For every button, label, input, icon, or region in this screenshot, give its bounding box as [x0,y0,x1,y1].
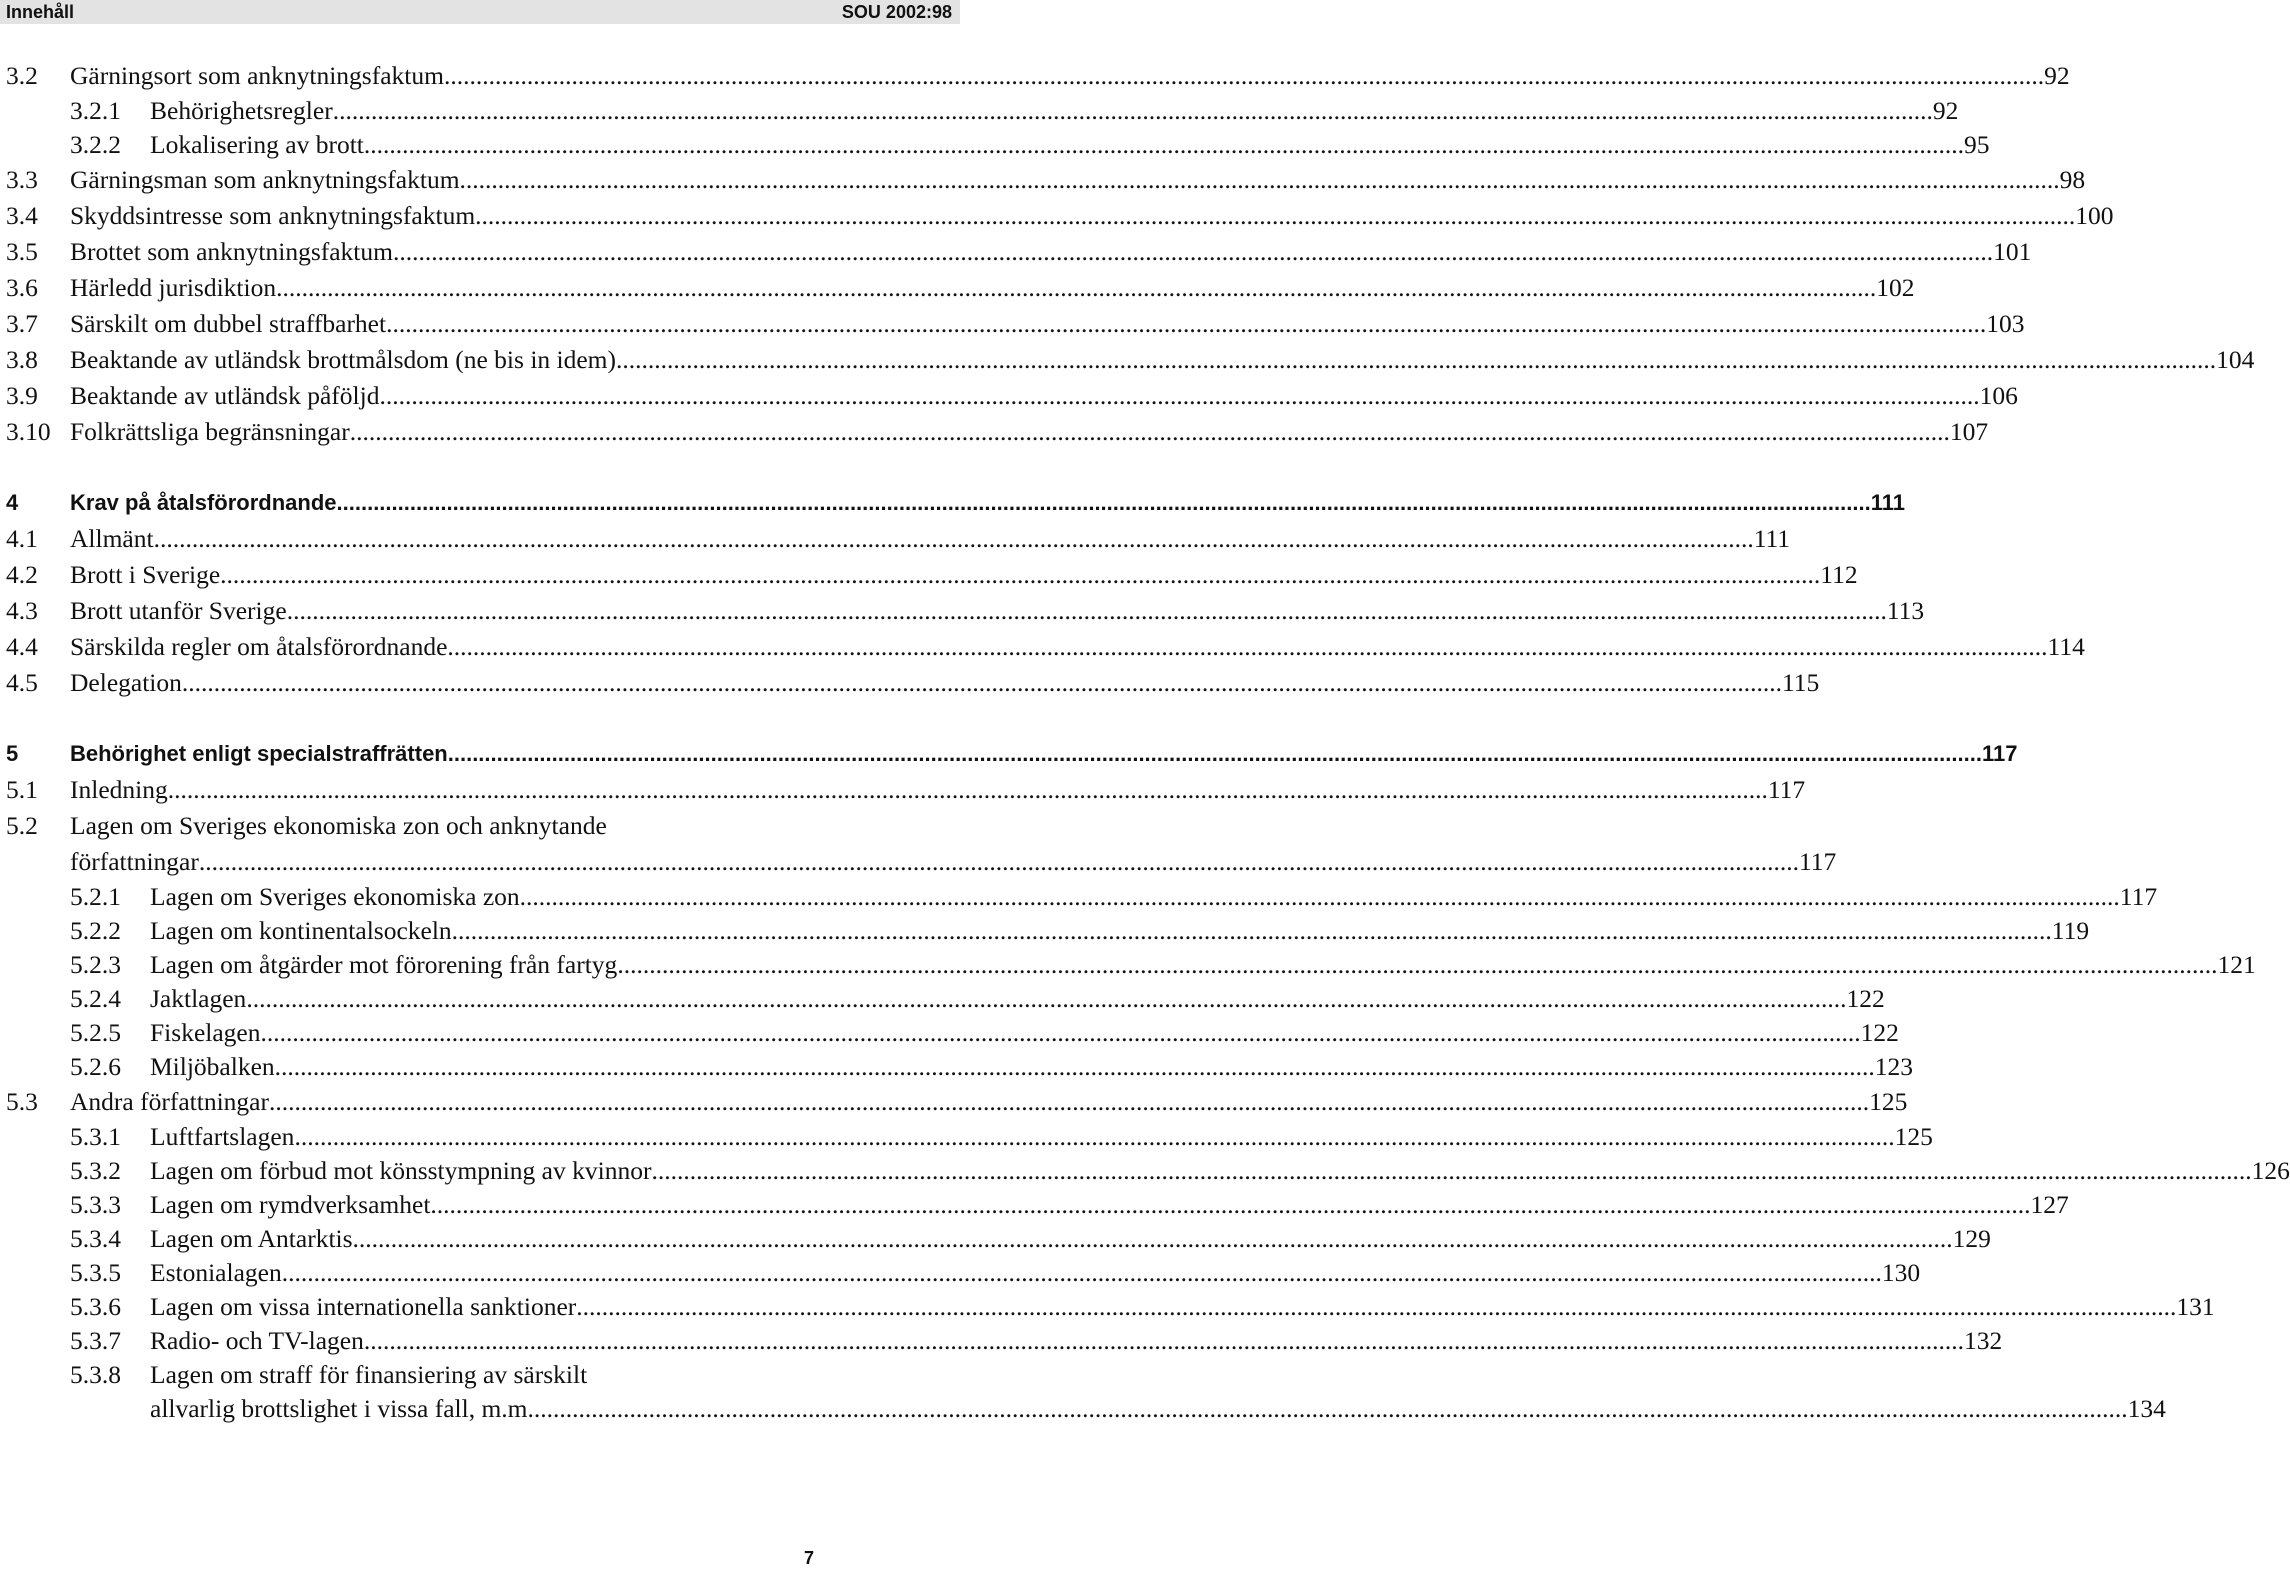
dot-leader: ........................................................................................................................................................................................................................................................... [392,237,1994,266]
toc-entry-page: 117 [1981,741,2018,766]
dot-leader: ........................................................................................................................................................................................................................................................... [246,984,1847,1013]
toc-entry-page: 103 [1986,309,2025,338]
toc-entry-page: 132 [1964,1326,2003,1355]
toc-entry-number: 3.5 [6,237,38,266]
toc-entry-title: Brott i Sverige [70,560,221,589]
toc-entry[interactable] [0,772,1806,808]
toc-entry-number: 4 [6,490,19,515]
toc-entry-page: 122 [1860,1018,1899,1047]
dot-leader: ........................................................................................................................................................................................................................................................... [451,916,2052,945]
toc-entry-number: 5.3.1 [70,1122,121,1151]
toc-entry[interactable] [0,880,2158,914]
dot-leader: ........................................................................................................................................................................................................................................................... [181,668,1782,697]
toc-entry-number: 3.6 [6,273,38,302]
toc-entry-title: allvarlig brottslighet i vissa fall, m.m [150,1394,528,1423]
running-header [0,0,960,24]
toc-entry-number: 5.2 [6,811,38,840]
toc-entry-page: 123 [1874,1052,1914,1081]
dot-leader: ........................................................................................................................................................................................................................................................... [447,741,1982,766]
toc-entry-number: 3.8 [6,345,38,374]
toc-entry-page: 100 [2075,201,2114,230]
toc-entry-number: 5.3.4 [70,1224,121,1253]
toc-entry-page: 102 [1876,273,1915,302]
toc-entry-number: 5 [6,741,19,766]
toc-entry[interactable] [0,844,1837,880]
dot-leader: ........................................................................................................................................................................................................................................................... [447,632,2048,661]
dot-leader: ........................................................................................................................................................................................................................................................... [363,130,1964,159]
toc-entry-title: Luftfartslagen [150,1122,295,1151]
toc-entry[interactable] [0,948,2256,982]
toc-entry-title: Lagen om straff för finansiering av särskilt [150,1360,588,1389]
toc-entry-page: 117 [1798,847,1837,876]
toc-entry[interactable] [0,808,960,844]
toc-entry[interactable] [0,1256,1921,1290]
section-spacer [0,450,960,485]
toc-entry-page: 117 [2119,882,2158,911]
header-report-id: SOU 2002:98 [841,2,952,22]
toc-entry[interactable] [0,665,1820,701]
toc-chapter-entry[interactable] [0,736,2018,772]
toc-entry-page: 113 [1886,596,1925,625]
toc-entry[interactable] [0,128,1990,162]
dot-leader: ........................................................................................................................................................................................................................................................... [332,96,1933,125]
toc-entry[interactable] [0,1188,2069,1222]
toc-entry-page: 131 [2176,1292,2215,1321]
dot-leader: ........................................................................................................................................................................................................................................................... [220,560,1821,589]
toc-entry-title: Beaktande av utländsk brottmålsdom (ne bis in idem) [70,345,617,374]
toc-entry-page: 129 [1952,1224,1991,1253]
toc-entry-title: Lagen om rymdverksamhet [150,1190,431,1219]
toc-entry[interactable] [0,1120,1933,1154]
dot-leader: ........................................................................................................................................................................................................................................................... [276,273,1877,302]
toc-entry-page: 134 [2127,1394,2166,1423]
toc-entry-number: 5.2.1 [70,882,121,911]
toc-entry-title: Behörighetsregler [150,96,333,125]
toc-entry-title: Lokalisering av brott [150,130,364,159]
toc-entry-title: Brottet som anknytningsfaktum [70,237,393,266]
dot-leader: ........................................................................................................................................................................................................................................................... [651,1156,2252,1185]
dot-leader: ........................................................................................................................................................................................................................................................... [294,1122,1895,1151]
toc-entry[interactable] [0,1154,2290,1188]
toc-entry-title: Behörighet enligt specialstraffrätten [70,741,448,766]
toc-entry-number: 4.1 [6,524,38,553]
toc-entry[interactable] [0,521,1791,557]
toc-entry-number: 5.3.7 [70,1326,121,1355]
dot-leader: ........................................................................................................................................................................................................................................................... [286,596,1887,625]
toc-entry[interactable] [0,629,2085,665]
page-number: 7 [804,1548,815,1568]
dot-leader: ........................................................................................................................................................................................................................................................... [167,775,1768,804]
toc-entry[interactable] [0,1050,1914,1084]
toc-entry-title: Särskilda regler om åtalsförordnande [70,632,448,661]
toc-entry-title: Delegation [70,668,182,697]
toc-entry-title: Inledning [70,775,168,804]
toc-entry[interactable] [0,593,1925,629]
toc-entry[interactable] [0,414,1989,450]
toc-entry-number: 3.3 [6,165,38,194]
toc-entry-page: 104 [2216,345,2255,374]
dot-leader: ........................................................................................................................................................................................................................................................... [527,1394,2128,1423]
toc-entry-number: 5.2.5 [70,1018,121,1047]
toc-entry-page: 112 [1820,560,1858,589]
toc-entry-page: 111 [1753,524,1791,553]
toc-entry-page: 121 [2217,950,2256,979]
toc-entry[interactable] [0,1222,1991,1256]
toc-entry[interactable] [0,162,2086,198]
toc-entry-page: 106 [1979,381,2018,410]
dot-leader: ........................................................................................................................................................................................................................................................... [268,1087,1870,1116]
table-of-contents [0,58,2290,1426]
toc-entry-number: 3.2.1 [70,96,121,125]
toc-entry[interactable] [0,342,2255,378]
toc-entry-page: 125 [1894,1122,1933,1151]
toc-entry[interactable] [0,378,2018,414]
toc-entry-title: författningar [70,847,199,876]
toc-entry-title: Lagen om vissa internationella sanktioner [150,1292,577,1321]
toc-entry-page: 125 [1869,1087,1908,1116]
toc-entry-title: Gärningsort som anknytningsfaktum [70,61,444,90]
toc-entry-number: 3.4 [6,201,38,230]
toc-entry-title: Lagen om Antarktis [150,1224,353,1253]
dot-leader: ........................................................................................................................................................................................................................................................... [616,345,2217,374]
toc-entry-number: 5.3.2 [70,1156,121,1185]
dot-leader: ........................................................................................................................................................................................................................................................... [281,1258,1882,1287]
toc-entry-title: Lagen om förbud mot könsstympning av kvinnor [150,1156,652,1185]
toc-entry-number: 5.3.6 [70,1292,121,1321]
toc-entry-page: 127 [2030,1190,2069,1219]
toc-entry-title: Lagen om kontinentalsockeln [150,916,452,945]
toc-entry-number: 5.2.2 [70,916,121,945]
toc-entry[interactable] [0,1358,960,1392]
toc-entry[interactable] [0,557,1858,593]
dot-leader: ........................................................................................................................................................................................................................................................... [153,524,1754,553]
toc-entry-title: Gärningsman som anknytningsfaktum [70,165,460,194]
toc-entry-title: Jaktlagen [150,984,247,1013]
toc-entry-page: 119 [2051,916,2090,945]
toc-entry-page: 115 [1782,668,1820,697]
toc-entry-title: Krav på åtalsförordnande [70,490,337,515]
toc-entry-page: 107 [1949,417,1989,446]
dot-leader: ........................................................................................................................................................................................................................................................... [576,1292,2177,1321]
toc-entry[interactable] [0,1290,2215,1324]
toc-entry-number: 5.3.5 [70,1258,121,1287]
toc-entry[interactable] [0,94,1959,128]
toc-entry-page: 98 [2059,165,2086,194]
dot-leader: ........................................................................................................................................................................................................................................................... [260,1018,1861,1047]
toc-entry-title: Beaktande av utländsk påföljd [70,381,380,410]
toc-entry-title: Härledd jurisdiktion [70,273,277,302]
toc-entry[interactable] [0,198,2114,234]
toc-entry-title: Estonialagen [150,1258,282,1287]
toc-entry-page: 114 [2047,632,2085,661]
toc-entry-page: 101 [1993,237,2032,266]
dot-leader: ........................................................................................................................................................................................................................................................... [274,1052,1875,1081]
toc-entry-number: 3.2 [6,61,38,90]
toc-entry-title: Skyddsintresse som anknytningsfaktum [70,201,476,230]
toc-entry-number: 4.3 [6,596,38,625]
toc-entry-page: 92 [1932,96,1959,125]
toc-entry-number: 5.2.6 [70,1052,121,1081]
toc-entry[interactable] [0,1392,2166,1426]
toc-entry-page: 117 [1767,775,1806,804]
dot-leader: ........................................................................................................................................................................................................................................................... [459,165,2060,194]
toc-entry-number: 4.4 [6,632,38,661]
toc-entry-number: 5.3.8 [70,1360,121,1389]
dot-leader: ........................................................................................................................................................................................................................................................... [443,61,2045,90]
toc-entry-number: 4.5 [6,668,38,697]
toc-entry-number: 3.2.2 [70,130,121,159]
toc-entry-page: 122 [1846,984,1885,1013]
section-spacer [0,701,960,736]
header-section-title: Innehåll [6,2,75,22]
toc-entry-number: 5.2.4 [70,984,121,1013]
dot-leader: ........................................................................................................................................................................................................................................................... [198,847,1799,876]
dot-leader: ........................................................................................................................................................................................................................................................... [363,1326,1964,1355]
toc-entry-page: 126 [2251,1156,2290,1185]
toc-entry-title: Miljöbalken [150,1052,275,1081]
toc-entry-number: 3.9 [6,381,38,410]
toc-entry[interactable] [0,914,2090,948]
toc-entry-title: Allmänt [70,524,154,553]
toc-entry[interactable] [0,58,2070,94]
toc-entry[interactable] [0,1084,1908,1120]
toc-entry-title: Brott utanför Sverige [70,596,287,625]
toc-entry-title: Radio- och TV-lagen [150,1326,364,1355]
toc-entry[interactable] [0,1324,2003,1358]
toc-entry-number: 5.3.3 [70,1190,121,1219]
toc-entry-number: 4.2 [6,560,38,589]
dot-leader: ........................................................................................................................................................................................................................................................... [386,309,1987,338]
toc-entry-page: 95 [1964,130,1990,159]
toc-entry-title: Lagen om Sveriges ekonomiska zon och anknytande [70,811,607,840]
toc-entry-page: 111 [1870,490,1905,515]
toc-entry[interactable] [0,270,1915,306]
toc-entry-number: 5.3 [6,1087,38,1116]
toc-entry-title: Andra författningar [70,1087,269,1116]
dot-leader: ........................................................................................................................................................................................................................................................... [519,882,2120,911]
dot-leader: ........................................................................................................................................................................................................................................................... [475,201,2076,230]
toc-entry-number: 3.10 [6,417,51,446]
toc-entry-number: 5.2.3 [70,950,121,979]
dot-leader: ........................................................................................................................................................................................................................................................... [430,1190,2031,1219]
toc-entry[interactable] [0,306,2025,342]
toc-entry[interactable] [0,982,1885,1016]
toc-entry-title: Lagen om Sveriges ekonomiska zon [150,882,520,911]
toc-entry-title: Lagen om åtgärder mot förorening från fartyg [150,950,618,979]
toc-entry-title: Fiskelagen [150,1018,261,1047]
toc-entry-title: Folkrättsliga begränsningar [70,417,350,446]
toc-entry-page: 92 [2044,61,2070,90]
toc-chapter-entry[interactable] [0,485,1905,521]
toc-entry-number: 3.7 [6,309,38,338]
dot-leader: ........................................................................................................................................................................................................................................................... [352,1224,1953,1253]
dot-leader: ........................................................................................................................................................................................................................................................... [336,490,1871,515]
dot-leader: ........................................................................................................................................................................................................................................................... [379,381,1980,410]
dot-leader: ........................................................................................................................................................................................................................................................... [617,950,2218,979]
dot-leader: ........................................................................................................................................................................................................................................................... [349,417,1950,446]
toc-entry[interactable] [0,1016,1899,1050]
toc-entry-title: Särskilt om dubbel straffbarhet [70,309,387,338]
toc-entry[interactable] [0,234,2032,270]
toc-entry-page: 130 [1881,1258,1921,1287]
toc-entry-number: 5.1 [6,775,38,804]
